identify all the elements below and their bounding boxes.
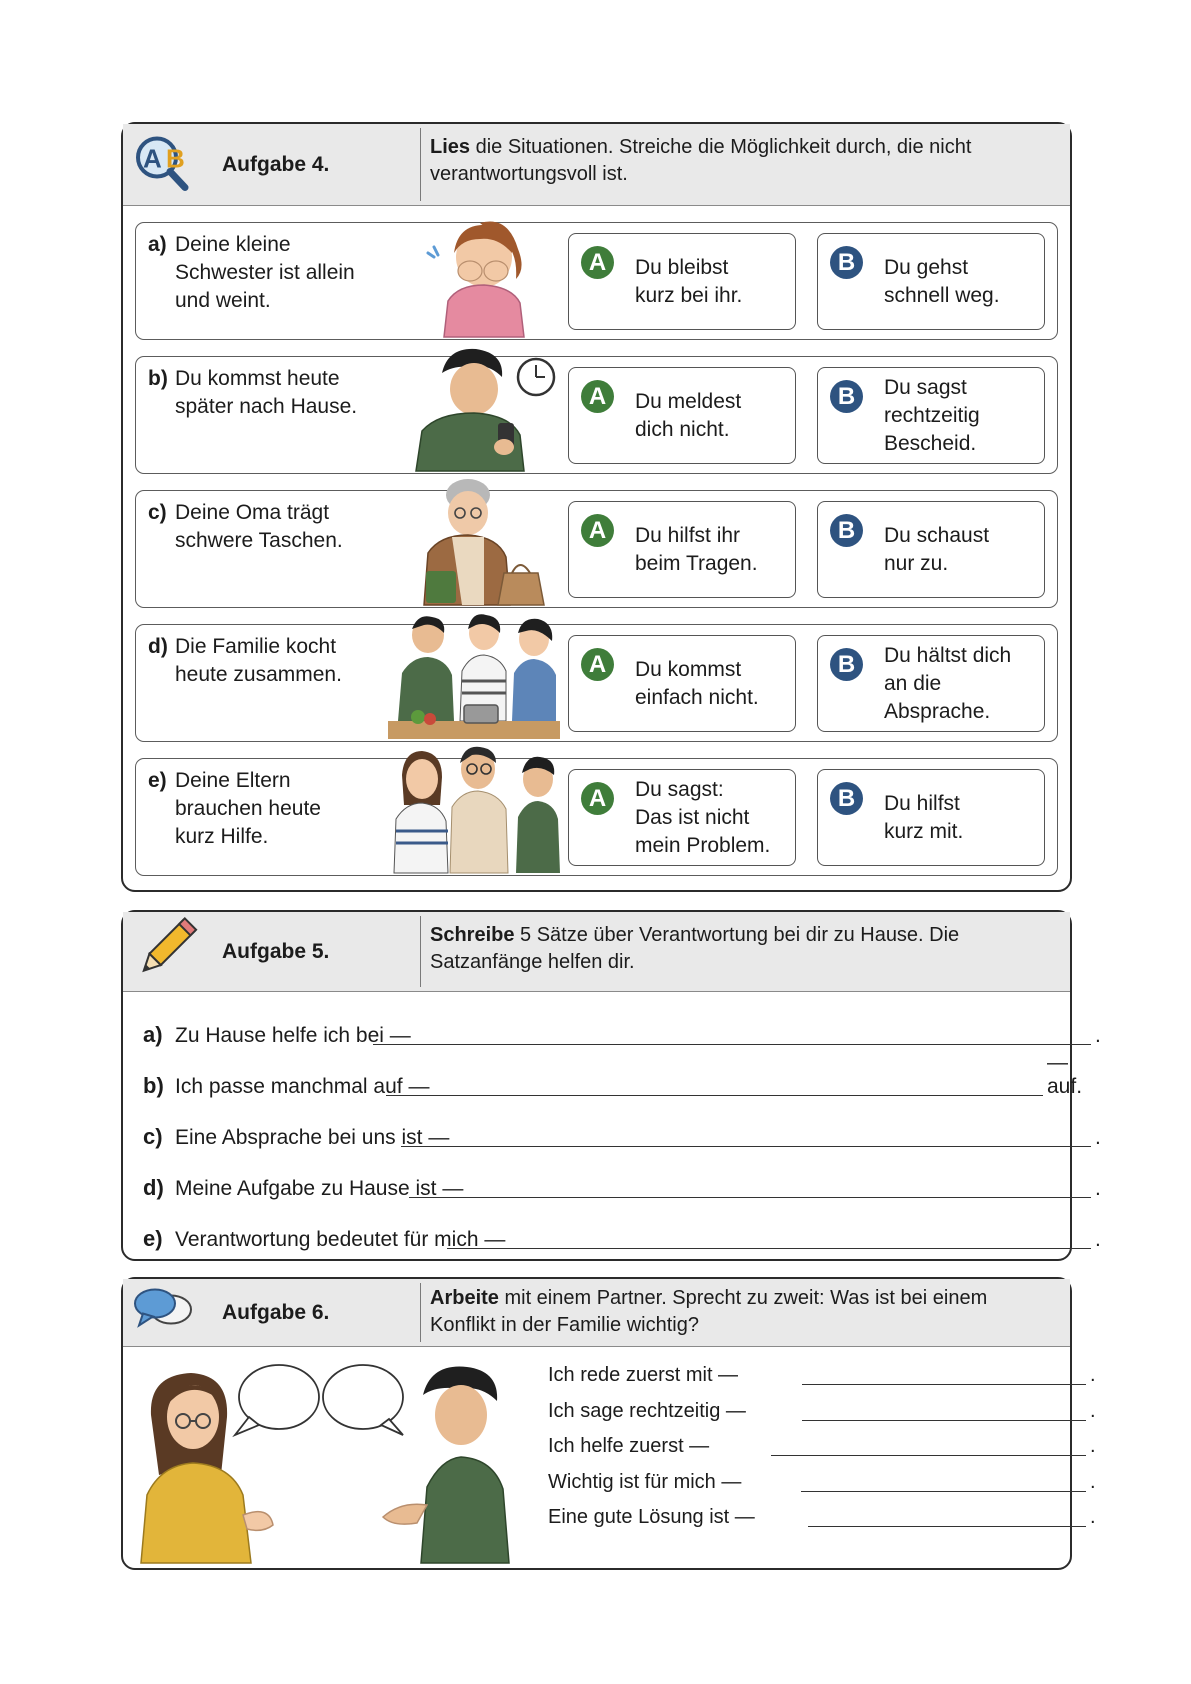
situation-text-line: Deine Oma trägt: [175, 501, 330, 524]
option-b-box[interactable]: [817, 233, 1045, 330]
situation-row: [135, 356, 1058, 474]
sentence-start: Ich passe manchmal auf —: [175, 1075, 430, 1098]
option-b-box[interactable]: [817, 367, 1045, 464]
sentence-end: .: [1090, 1364, 1096, 1386]
option-b-box[interactable]: [817, 635, 1045, 732]
option-a-text-line: beim Tragen.: [635, 551, 758, 575]
situation-text-line: Schwester ist allein: [175, 261, 355, 284]
sentence-start: Zu Hause helfe ich bei —: [175, 1024, 411, 1047]
option-a-badge: A: [581, 246, 614, 279]
task-5-title: Aufgabe 5.: [222, 939, 330, 963]
situation-text-line: und weint.: [175, 289, 271, 312]
option-b-badge: B: [830, 514, 863, 547]
option-a-text-line: Du sagst:: [635, 777, 724, 801]
situation-text-line: Deine kleine: [175, 233, 291, 256]
answer-blank[interactable]: [808, 1526, 1086, 1527]
option-a-badge: A: [581, 514, 614, 547]
sentence-start: Meine Aufgabe zu Hause ist —: [175, 1177, 464, 1200]
situation-illustration: [388, 477, 560, 605]
starter-text: Ich sage rechtzeitig —: [548, 1399, 746, 1422]
line-letter: a): [143, 1022, 163, 1047]
option-a-badge: A: [581, 648, 614, 681]
task-6-card: [121, 1277, 1096, 1570]
starter-text: Ich helfe zuerst —: [548, 1435, 710, 1457]
row-letter: b): [148, 367, 168, 390]
situation-illustration: [388, 343, 560, 471]
sentence-end: .: [1095, 1126, 1101, 1149]
pencil-icon: [133, 917, 197, 986]
option-a-text-line: Du bleibst: [635, 255, 729, 279]
line-letter: d): [143, 1175, 164, 1200]
option-a-badge: A: [581, 380, 614, 413]
sentence-start: Verantwortung bedeutet für mich —: [175, 1228, 506, 1251]
situation-row: [135, 490, 1058, 608]
ab-magnifier-icon: [133, 131, 193, 198]
sentence-end: .: [1090, 1435, 1096, 1457]
option-b-badge: B: [830, 380, 863, 413]
writing-line: [123, 1214, 1101, 1265]
option-b-text-line: Du hilfst: [884, 791, 960, 815]
option-a-text-line: dich nicht.: [635, 417, 730, 441]
situation-text-line: heute zusammen.: [175, 663, 342, 686]
answer-blank[interactable]: [802, 1420, 1086, 1421]
line-letter: b): [143, 1073, 164, 1098]
option-b-text-line: kurz mit.: [884, 819, 964, 843]
option-a-badge: A: [581, 782, 614, 815]
sentence-end: — auf.: [1047, 1051, 1083, 1098]
situation-text: [148, 767, 321, 851]
answer-blank[interactable]: [401, 1146, 1091, 1147]
writing-line: [123, 1163, 1101, 1214]
answer-blank[interactable]: [373, 1044, 1091, 1045]
option-b-text-line: Du schaust: [884, 523, 990, 547]
sentence-starter-line: [548, 1389, 1096, 1427]
option-b-badge: B: [830, 782, 863, 815]
option-b-box[interactable]: [817, 501, 1045, 598]
sentence-end: .: [1095, 1177, 1101, 1200]
option-a-text-line: einfach nicht.: [635, 685, 759, 709]
situation-text-line: kurz Hilfe.: [175, 825, 269, 848]
writing-line: [123, 1051, 1083, 1112]
sentence-end: .: [1090, 1506, 1096, 1528]
option-a-text-line: Du kommst: [635, 657, 742, 681]
starter-text: Ich rede zuerst mit —: [548, 1364, 739, 1386]
situation-text: [148, 499, 343, 555]
situation-text: [148, 231, 355, 315]
option-a-text-line: Du hilfst ihr: [635, 523, 741, 547]
option-b-badge: B: [830, 246, 863, 279]
answer-blank[interactable]: [409, 1197, 1091, 1198]
option-a-box[interactable]: [568, 367, 796, 464]
task-5-lines: [123, 992, 1101, 1275]
situation-row: [135, 624, 1058, 742]
situation-illustration: [388, 745, 560, 873]
option-b-box[interactable]: [817, 769, 1045, 866]
row-letter: a): [148, 233, 167, 256]
task-4-title: Aufgabe 4.: [222, 152, 330, 176]
situation-text-line: Du kommst heute: [175, 367, 340, 390]
sentence-end: .: [1090, 1470, 1096, 1493]
situation-row: [135, 758, 1058, 876]
situation-text-line: später nach Hause.: [175, 395, 358, 418]
situation-text-line: Die Familie kocht: [175, 635, 337, 658]
option-a-text-line: mein Problem.: [635, 833, 771, 857]
option-b-text-line: Du hältst dich: [884, 643, 1012, 667]
starter-text: Eine gute Lösung ist —: [548, 1506, 755, 1528]
sentence-starter-line: [548, 1460, 1096, 1498]
writing-line: [123, 1112, 1101, 1163]
task-6-body: [123, 1347, 1096, 1567]
task-5-header: [123, 912, 1070, 992]
option-b-text-line: rechtzeitig: [884, 403, 980, 427]
option-b-text-line: Du gehst: [884, 255, 969, 279]
sentence-end: .: [1095, 1024, 1101, 1047]
option-a-box[interactable]: [568, 769, 796, 866]
two-partners-talking-illustration: [131, 1355, 551, 1563]
writing-line: [123, 1010, 1101, 1061]
answer-blank[interactable]: [447, 1248, 1091, 1249]
answer-blank[interactable]: [802, 1384, 1086, 1385]
answer-blank[interactable]: [801, 1491, 1086, 1492]
task-6-title: Aufgabe 6.: [222, 1300, 330, 1324]
option-b-badge: B: [830, 648, 863, 681]
situation-text-line: brauchen heute: [175, 797, 321, 820]
task-4-instruction: Lies die Situationen. Streiche die Möglichkeit durch, die nicht verantwortungsvoll ist.: [430, 136, 972, 185]
situation-illustration: [388, 209, 560, 337]
option-b-text-line: Du sagst: [884, 375, 967, 399]
task-4-rows: [123, 206, 1070, 889]
line-letter: c): [143, 1124, 163, 1149]
option-b-text-line: nur zu.: [884, 551, 949, 575]
task-6-header: [123, 1279, 1070, 1347]
option-b-text-line: schnell weg.: [884, 283, 1000, 307]
task-6-instruction: Arbeite mit einem Partner. Sprecht zu zweit: Was ist bei einem Konflikt in der Familie wichtig?: [430, 1287, 988, 1336]
option-a-box[interactable]: [568, 635, 796, 732]
option-a-box[interactable]: [568, 233, 796, 330]
option-a-text-line: Du meldest: [635, 389, 742, 413]
row-letter: d): [148, 635, 168, 658]
sentence-starter-line: [548, 1353, 1096, 1391]
option-a-text-line: kurz bei ihr.: [635, 283, 743, 307]
task-5-card: [121, 910, 1101, 1261]
starter-text: Wichtig ist für mich —: [548, 1470, 742, 1493]
sentence-end: .: [1090, 1399, 1096, 1422]
sentence-starter-line: [548, 1495, 1096, 1533]
situation-row: [135, 222, 1058, 340]
svg-text:A: A: [143, 143, 162, 173]
task-4-card: [121, 122, 1072, 892]
situation-text: [148, 365, 357, 421]
option-b-text-line: an die Absprache.: [884, 671, 991, 723]
option-a-box[interactable]: [568, 501, 796, 598]
speech-bubbles-icon: [133, 1285, 195, 1340]
task-5-instruction: Schreibe 5 Sätze über Verantwortung bei dir zu Hause. Die Satzanfänge helfen dir.: [430, 924, 960, 973]
svg-text:B: B: [166, 143, 185, 173]
row-letter: e): [148, 769, 167, 792]
situation-text: [148, 633, 342, 689]
row-letter: c): [148, 501, 167, 524]
option-a-text-line: Das ist nicht: [635, 805, 750, 829]
option-b-text-line: Bescheid.: [884, 431, 977, 455]
line-letter: e): [143, 1226, 163, 1251]
answer-blank[interactable]: [386, 1095, 1043, 1096]
situation-illustration: [388, 611, 560, 739]
answer-blank[interactable]: [771, 1455, 1086, 1456]
task-4-header: [123, 124, 1070, 206]
sentence-end: .: [1095, 1228, 1101, 1251]
situation-text-line: schwere Taschen.: [175, 529, 343, 552]
sentence-start: Eine Absprache bei uns ist —: [175, 1126, 450, 1149]
situation-text-line: Deine Eltern: [175, 769, 291, 792]
sentence-starter-line: [548, 1424, 1096, 1462]
